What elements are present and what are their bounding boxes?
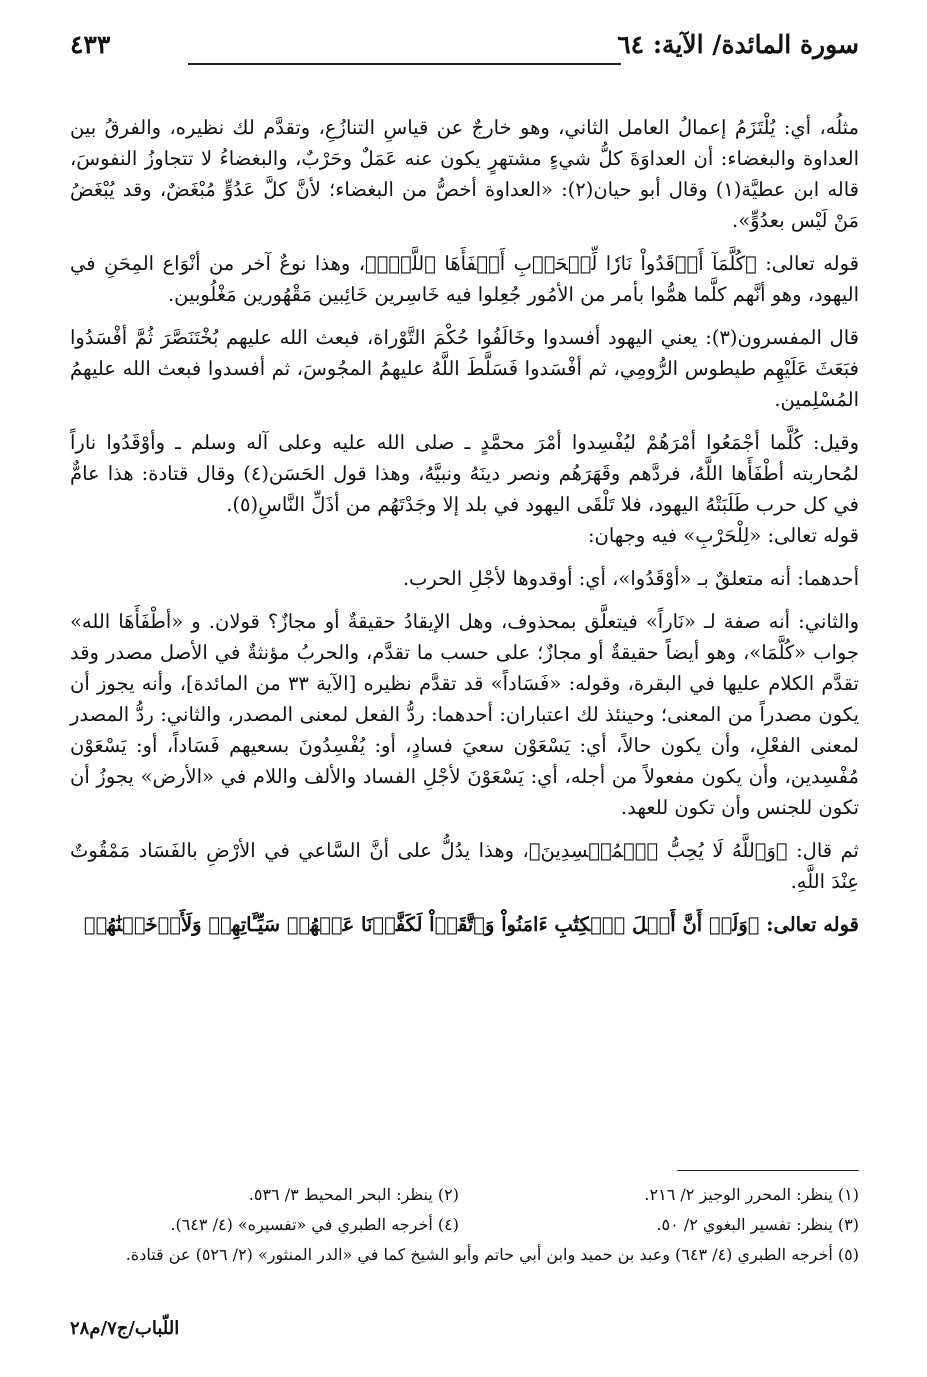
- paragraph-3: قال المفسرون(٣): يعني اليهود أفسدوا وخَالَفُوا حُكْمَ التَّوْراة، فبعث الله عليهم بُخْتَنَصَّرَ ثُمَّ أفْسَدُوا فبَعَثَ عَلَيْهِم طيطوس الرُّومِي، ثم أفْسَدوا فَسَلَّطَ اللَّهُ عليهمُ المجُوسَ، ثم أفسدوا فبعث الله عليهمُ المُسْلِمين.: [70, 326, 859, 411]
- footnotes: [70, 1180, 859, 1270]
- body-text: [70, 112, 859, 940]
- header-rule: [188, 63, 621, 65]
- footnote-3: (٣) ينظر: تفسير البغوي ٢/ ٥٠.: [656, 1215, 859, 1234]
- footnote-row: [70, 1210, 859, 1240]
- surah-verse-title: سورة المائدة/ الآية: ٦٤: [617, 30, 859, 59]
- footnote-2: (٢) ينظر: البحر المحيط ٣/ ٥٣٦.: [248, 1185, 459, 1204]
- paragraph-4: وقيل: كُلَّما أجْمَعُوا أمْرَهُمْ ليُفْسِدوا أمْرَ محمَّدٍ ـ صلى الله عليه وعلى آله وسلم ـ وأوْقَدُوا ناراً لمُحاربته أطْفَأَها اللَّهُ، فردَّهم وقَهَرَهُم ونصر دينَهُ ونبيَّهُ، وهذا قول الحَسَن(٤) وقال قتادة: هذا عامٌّ في كل حرب طَلَبَتْهُ اليهود، فلا تَلْقَى اليهود في بلد إلا وجَدْتَهُم من أذَلِّ النَّاسِ(٥).: [70, 431, 859, 516]
- running-header: [70, 30, 859, 70]
- footnote-separator: [677, 1170, 859, 1171]
- paragraph-2: قوله تعالى: ﴿كُلَّمَآ أَوۡقَدُواْ نَارٗا لِّلۡحَرۡبِ أَطۡفَأَهَا ٱللَّهُۚ﴾، وهذا نوعٌ آخر من أنْوَاع المِحَنِ في اليهود، وهو أنَّهم كلَّما همُّوا بأمر من الأمُور جُعِلوا فيه خَاسِرين خَائِبين مَقْهُورين مَغْلُوبين.: [70, 252, 859, 306]
- footnote-1: (١) ينظر: المحرر الوجيز ٢/ ٢١٦.: [644, 1185, 859, 1204]
- footnote-4: (٤) أخرجه الطبري في «تفسيره» (٤/ ٦٤٣).: [170, 1215, 459, 1234]
- paragraph-5: قوله تعالى: «لِلْحَرْبِ» فيه وجهان:: [587, 524, 859, 547]
- paragraph-8: ثم قال: ﴿وَٱللَّهُ لَا يُحِبُّ ٱلۡمُفۡسِدِينَ﴾، وهذا يدُلُّ على أنَّ السَّاعي في الأرْضِ بالفَسَاد مَمْقُوتٌ عِنْدَ اللَّهِ.: [70, 839, 859, 893]
- verse-line: قوله تعالى: ﴿وَلَوۡ أَنَّ أَهۡلَ ٱلۡكِتَٰبِ ءَامَنُواْ وَٱتَّقَوۡاْ لَكَفَّرۡنَا عَنۡهُمۡ سَيِّـَٔاتِهِمۡ وَلَأَدۡخَلۡنَٰهُمۡ: [83, 913, 859, 936]
- paragraph-1: مثلُه، أي: يُلْتَزَمُ إعمالُ العامل الثاني، وهو خارجٌ عن قياسِ التنازُعِ، وتقدَّم لك نظيره، والفرقُ بين العداوة والبغضاء: أن العداوَةَ كلُّ شيءٍ مشتهرٍ يكون عنه عَمَلٌ وحَرْبٌ، والبغضاءُ لا تتجاوزُ النفوسَ، قاله ابن عطيَّة(١) وقال أبو حيان(٢): «العداوة أخصُّ من البغضاء؛ لأنَّ كلَّ عَدُوٍّ مُبْغَضٌ، وقد يُبْغَضُ مَنْ لَيْس بعدُوٍّ».: [70, 116, 859, 232]
- paragraph-7: والثاني: أنه صفة لـ «نَاراً» فيتعلَّق بمحذوف، وهل الإيقادُ حقيقةٌ أو مجازٌ؟ قولان. و «أطْفَأَهَا الله» جواب «كُلَّمَا»، وهو أيضاً حقيقةٌ أو مجازٌ؛ على حسب ما تقدَّم، والحربُ مؤنثةٌ في الأصل مصدر وقد تقدَّم الكلام عليها في البقرة، وقوله: «فَسَاداً» قد تقدَّم نظيره [الآية ٣٣ من المائدة]، وأنه يجوز أن يكون مصدراً من المعنى؛ وحينئذ لك اعتباران: أحدهما: ردُّ الفعل لمعنى المصدر، والثاني: ردُّ المصدر لمعنى الفعْلِ، وأن يكون حالاً، أي: يَسْعَوْن سعيَ فسادٍ، أو: يُفْسِدُونَ بسعيهم فَسَاداً، أو: يَسْعَوْن مُفْسِدين، وأن يكون مفعولاً من أجله، أي: يَسْعَوْنَ لأجْلِ الفساد والألف واللام في «الأرض» يجوزُ أن تكون للجنس وأن تكون للعهد.: [70, 610, 859, 819]
- page-signature: اللّباب/ج٧/م٢٨: [70, 1318, 180, 1339]
- paragraph-6: أحدهما: أنه متعلقٌ بـ «أوْقَدُوا»، أي: أوقدوها لأجْلِ الحرب.: [402, 567, 859, 590]
- page-number: ٤٣٣: [70, 30, 111, 59]
- footnote-row: [70, 1180, 859, 1210]
- footnote-5: (٥) أخرجه الطبري (٤/ ٦٤٣) وعبد بن حميد وابن أبي حاتم وأبو الشيخ كما في «الدر المنثور» (٢/ ٥٢٦) عن قتادة.: [125, 1245, 859, 1264]
